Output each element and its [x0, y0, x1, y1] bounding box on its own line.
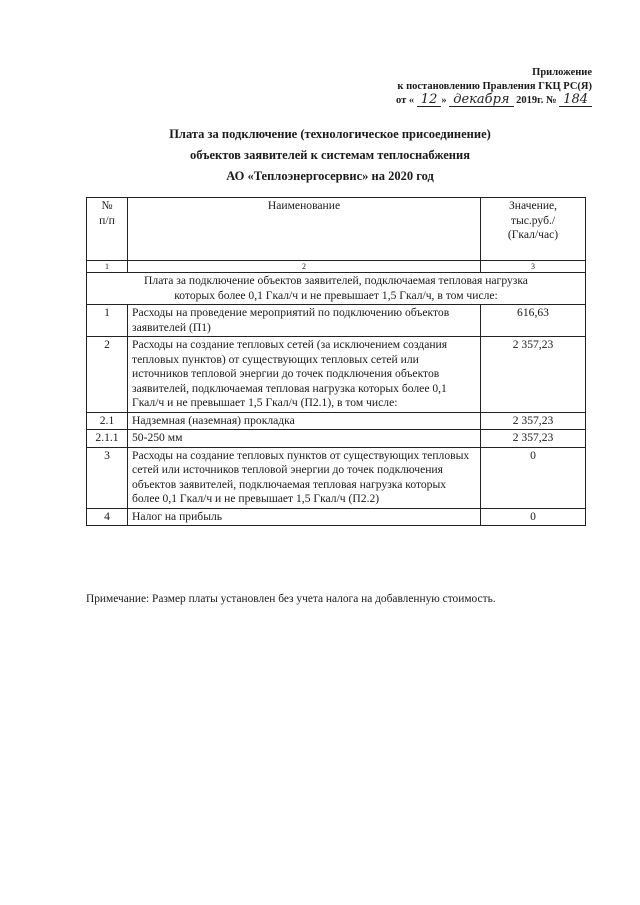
title-line-3: АО «Теплоэнергосервис» на 2020 год [226, 169, 434, 183]
row-name: Расходы на создание тепловых пунктов от существующих тепловых сетей или источников тепловой энергии до точек подключения объектов заявителей, подключаемая тепловая нагрузка которых более 0,1 Гкал/ч и не превышает 1,5 Гкал/ч (П2.2) [128, 447, 481, 508]
annex-label: Приложение [532, 67, 592, 78]
row-value: 2 357,23 [481, 412, 586, 430]
table-row [87, 412, 586, 430]
date-month-handwritten: декабря [449, 94, 513, 107]
date-prefix: от « [396, 95, 415, 106]
row-value: 0 [481, 508, 586, 526]
header-name: Наименование [128, 198, 481, 261]
row-value: 0 [481, 447, 586, 508]
table-row [87, 447, 586, 508]
title-line-2: объектов заявителей к системам теплоснабжения [190, 148, 470, 162]
note-text: Примечание: Размер платы установлен без учета налога на добавленную стоимость. [86, 593, 496, 605]
row-name: Налог на прибыль [128, 508, 481, 526]
table-header-row [87, 198, 586, 261]
table-row [87, 430, 586, 448]
annex-date-line: от « 12 » декабря 2019г. № 184 [396, 94, 592, 108]
row-value: 2 357,23 [481, 337, 586, 413]
row-value: 2 357,23 [481, 430, 586, 448]
col-index-2: 2 [128, 261, 481, 273]
title-line-1: Плата за подключение (технологическое присоединение) [169, 127, 491, 141]
row-name: Расходы на проведение мероприятий по подключению объектов заявителей (П1) [128, 305, 481, 337]
doc-number-handwritten: 184 [559, 94, 592, 107]
document-title [60, 124, 600, 187]
row-num: 4 [87, 508, 128, 526]
row-name: Надземная (наземная) прокладка [128, 412, 481, 430]
table-row [87, 337, 586, 413]
row-num: 3 [87, 447, 128, 508]
annex-block [396, 66, 592, 108]
column-index-row [87, 261, 586, 273]
table-row [87, 305, 586, 337]
row-num: 2.1.1 [87, 430, 128, 448]
row-num: 1 [87, 305, 128, 337]
row-name: Расходы на создание тепловых сетей (за исключением создания тепловых пунктов) от существующих тепловых сетей или источников тепловой энергии до точек подключения объектов заявителей, подключаемая тепловая нагрузка которых более 0,1 Гкал/ч и не превышает 1,5 Гкал/ч (П2.1), в том числе: [128, 337, 481, 413]
section-header-cell: Плата за подключение объектов заявителей, подключаемая тепловая нагрузка которых более 0,1 Гкал/ч и не превышает 1,5 Гкал/ч, в том числе: [87, 273, 586, 305]
col-index-1: 1 [87, 261, 128, 273]
date-year: 2019г. № [516, 95, 557, 106]
section-header-row [87, 273, 586, 305]
header-value: Значение, тыс.руб./ (Гкал/час) [481, 198, 586, 261]
row-num: 2 [87, 337, 128, 413]
fee-table [86, 197, 586, 526]
header-num: № п/п [87, 198, 128, 261]
row-name: 50-250 мм [128, 430, 481, 448]
date-day-handwritten: 12 [417, 94, 442, 107]
row-num: 2.1 [87, 412, 128, 430]
annex-resolution: к постановлению Правления ГКЦ РС(Я) [397, 81, 592, 92]
table-row [87, 508, 586, 526]
col-index-3: 3 [481, 261, 586, 273]
row-value: 616,63 [481, 305, 586, 337]
